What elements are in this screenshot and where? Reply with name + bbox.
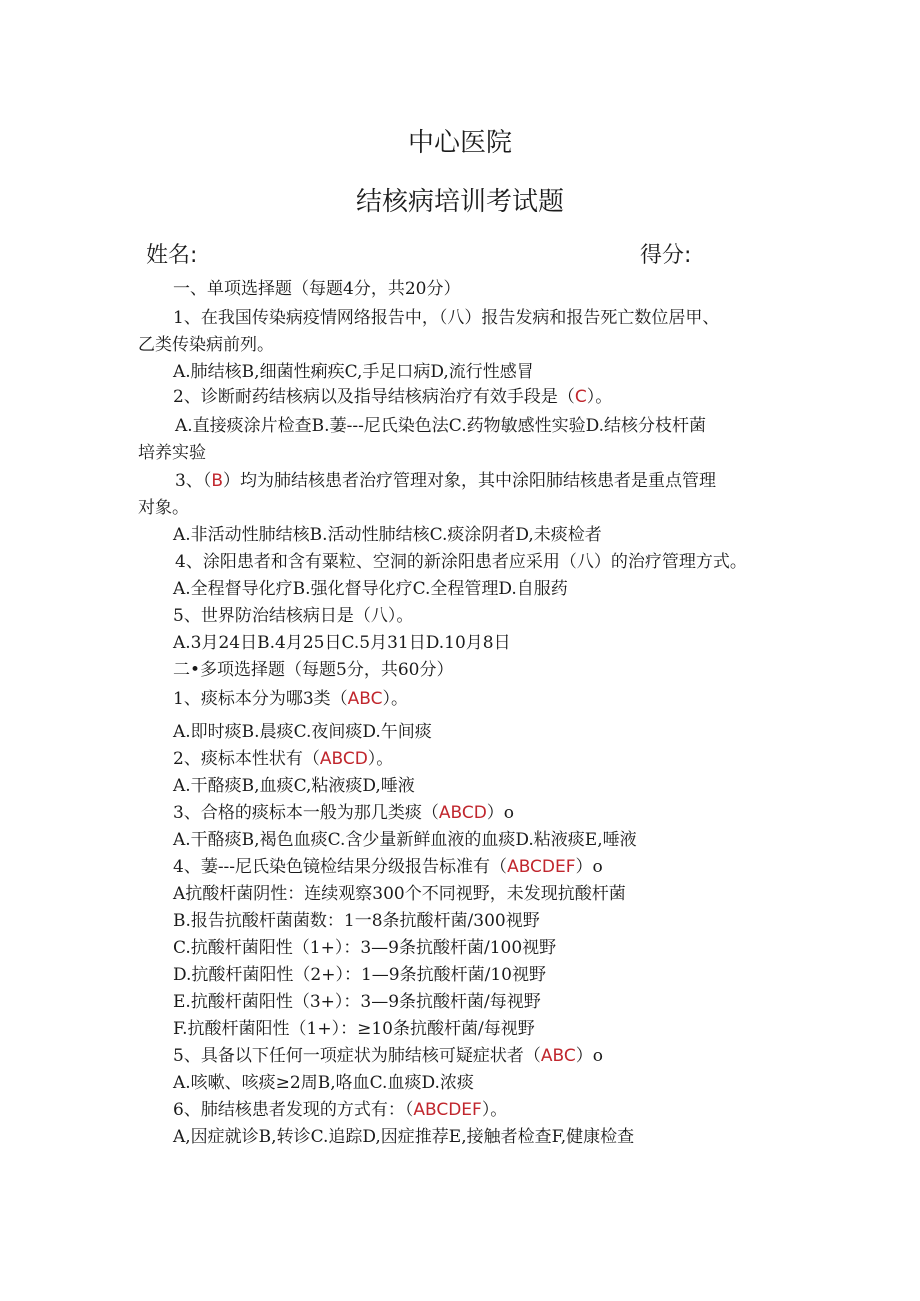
s2-q2-options: A.干酪痰B,血痰C,粘液痰D,唾液 — [173, 776, 415, 796]
s2-q1-stem — [173, 687, 408, 711]
answer-text: ABCD — [319, 749, 368, 769]
answer-text: ABCDEF — [507, 857, 576, 877]
answer-text: ABCDEF — [413, 1100, 482, 1120]
question-text: 5、具备以下任何一项症状为肺结核可疑症状者（ — [173, 1046, 541, 1066]
s2-q4-item-f: F.抗酸杆菌阳性（1+）：≥10条抗酸杆菌/每视野 — [173, 1019, 535, 1039]
question-text: 6、肺结核患者发现的方式有：（ — [173, 1100, 414, 1120]
answer-text: ABC — [347, 689, 383, 709]
s1-q4-stem: 4、涂阳患者和含有粟粒、空洞的新涂阳患者应采用（八）的治疗管理方式。 — [175, 552, 747, 572]
answer-text: ABCD — [438, 803, 487, 823]
s2-q5-stem — [173, 1044, 603, 1068]
s1-q3-stem — [175, 469, 716, 493]
exam-title: 结核病培训考试题 — [355, 187, 564, 217]
section1-heading: 一、单项选择题（每题4分，共20分） — [173, 279, 461, 299]
question-text: 3、（ — [175, 471, 212, 491]
question-text: 1、痰标本分为哪3类（ — [173, 689, 348, 709]
hospital-title: 中心医院 — [407, 128, 512, 158]
answer-text: B — [211, 471, 223, 491]
s2-q4-stem — [173, 855, 603, 879]
name-label: 姓名: — [146, 243, 198, 268]
question-text: ）o — [575, 1046, 603, 1066]
s2-q4-item-d: D.抗酸杆菌阳性（2+）：1—9条抗酸杆菌/10视野 — [173, 965, 546, 985]
s1-q5-stem: 5、世界防治结核病日是（八）。 — [173, 606, 414, 626]
s1-q2-options2: 培养实验 — [138, 443, 206, 463]
s1-q2-options1: A.直接痰涂片检查B.萋---尼氏染色法C.药物敏感性实验D.结核分枝杆菌 — [175, 416, 707, 436]
section2-heading: 二•多项选择题（每题5分，共60分） — [173, 660, 454, 680]
s1-q1-line1: 1、在我国传染病疫情网络报告中，（八）报告发病和报告死亡数位居甲、 — [173, 308, 720, 328]
s1-q1-options: A.肺结核B,细菌性痢疾C,手足口病D,流行性感冒 — [173, 362, 534, 382]
answer-text: C — [574, 387, 587, 407]
question-text: ）。 — [481, 1100, 508, 1120]
s2-q4-item-c: C.抗酸杆菌阳性（1+）：3—9条抗酸杆菌/100视野 — [173, 938, 557, 958]
s2-q6-stem — [173, 1098, 507, 1122]
s1-q2-stem — [173, 385, 612, 409]
s1-q5-options: A.3月24日B.4月25日C.5月31日D.10月8日 — [173, 633, 511, 653]
s2-q4-item-e: E.抗酸杆菌阳性（3+）：3—9条抗酸杆菌/每视野 — [173, 992, 541, 1012]
question-text: ）。 — [367, 749, 394, 769]
score-label: 得分: — [640, 243, 692, 268]
s2-q4-item-b: B.报告抗酸杆菌菌数：1一8条抗酸杆菌/300视野 — [173, 911, 540, 931]
question-text: 2、诊断耐药结核病以及指导结核病治疗有效手段是（ — [173, 387, 575, 407]
question-text: ）o — [575, 857, 603, 877]
question-text: ）。 — [586, 387, 613, 407]
question-text: ）。 — [382, 689, 409, 709]
question-text: 2、痰标本性状有（ — [173, 749, 320, 769]
s1-q3-line2: 对象。 — [138, 498, 189, 518]
question-text: 4、萋---尼氏染色镜检结果分级报告标准有（ — [173, 857, 508, 877]
s2-q3-stem — [173, 801, 514, 825]
s1-q3-options: A.非活动性肺结核B.活动性肺结核C.痰涂阴者D,未痰检者 — [173, 525, 602, 545]
s2-q3-options: A.干酪痰B,褐色血痰C.含少量新鲜血液的血痰D.粘液痰E,唾液 — [173, 830, 637, 850]
s2-q2-stem — [173, 747, 393, 771]
question-text: ）o — [486, 803, 515, 823]
s1-q1-line2: 乙类传染病前列。 — [138, 335, 274, 355]
s2-q6-options: A,因症就诊B,转诊C.追踪D,因症推荐E,接触者检查F,健康检查 — [173, 1127, 635, 1147]
s2-q5-options: A.咳嗽、咳痰≥2周B,咯血C.血痰D.浓痰 — [173, 1073, 474, 1093]
question-text: ）均为肺结核患者治疗管理对象，其中涂阳肺结核患者是重点管理 — [223, 471, 716, 491]
question-text: 3、合格的痰标本一般为那几类痰（ — [173, 803, 439, 823]
s2-q4-item-a: A抗酸杆菌阴性：连续观察300个不同视野，未发现抗酸杆菌 — [173, 884, 626, 904]
s2-q1-options: A.即时痰B.晨痰C.夜间痰D.午间痰 — [173, 722, 432, 742]
s1-q4-options: A.全程督导化疗B.强化督导化疗C.全程管理D.自服药 — [173, 579, 568, 599]
answer-text: ABC — [540, 1046, 576, 1066]
